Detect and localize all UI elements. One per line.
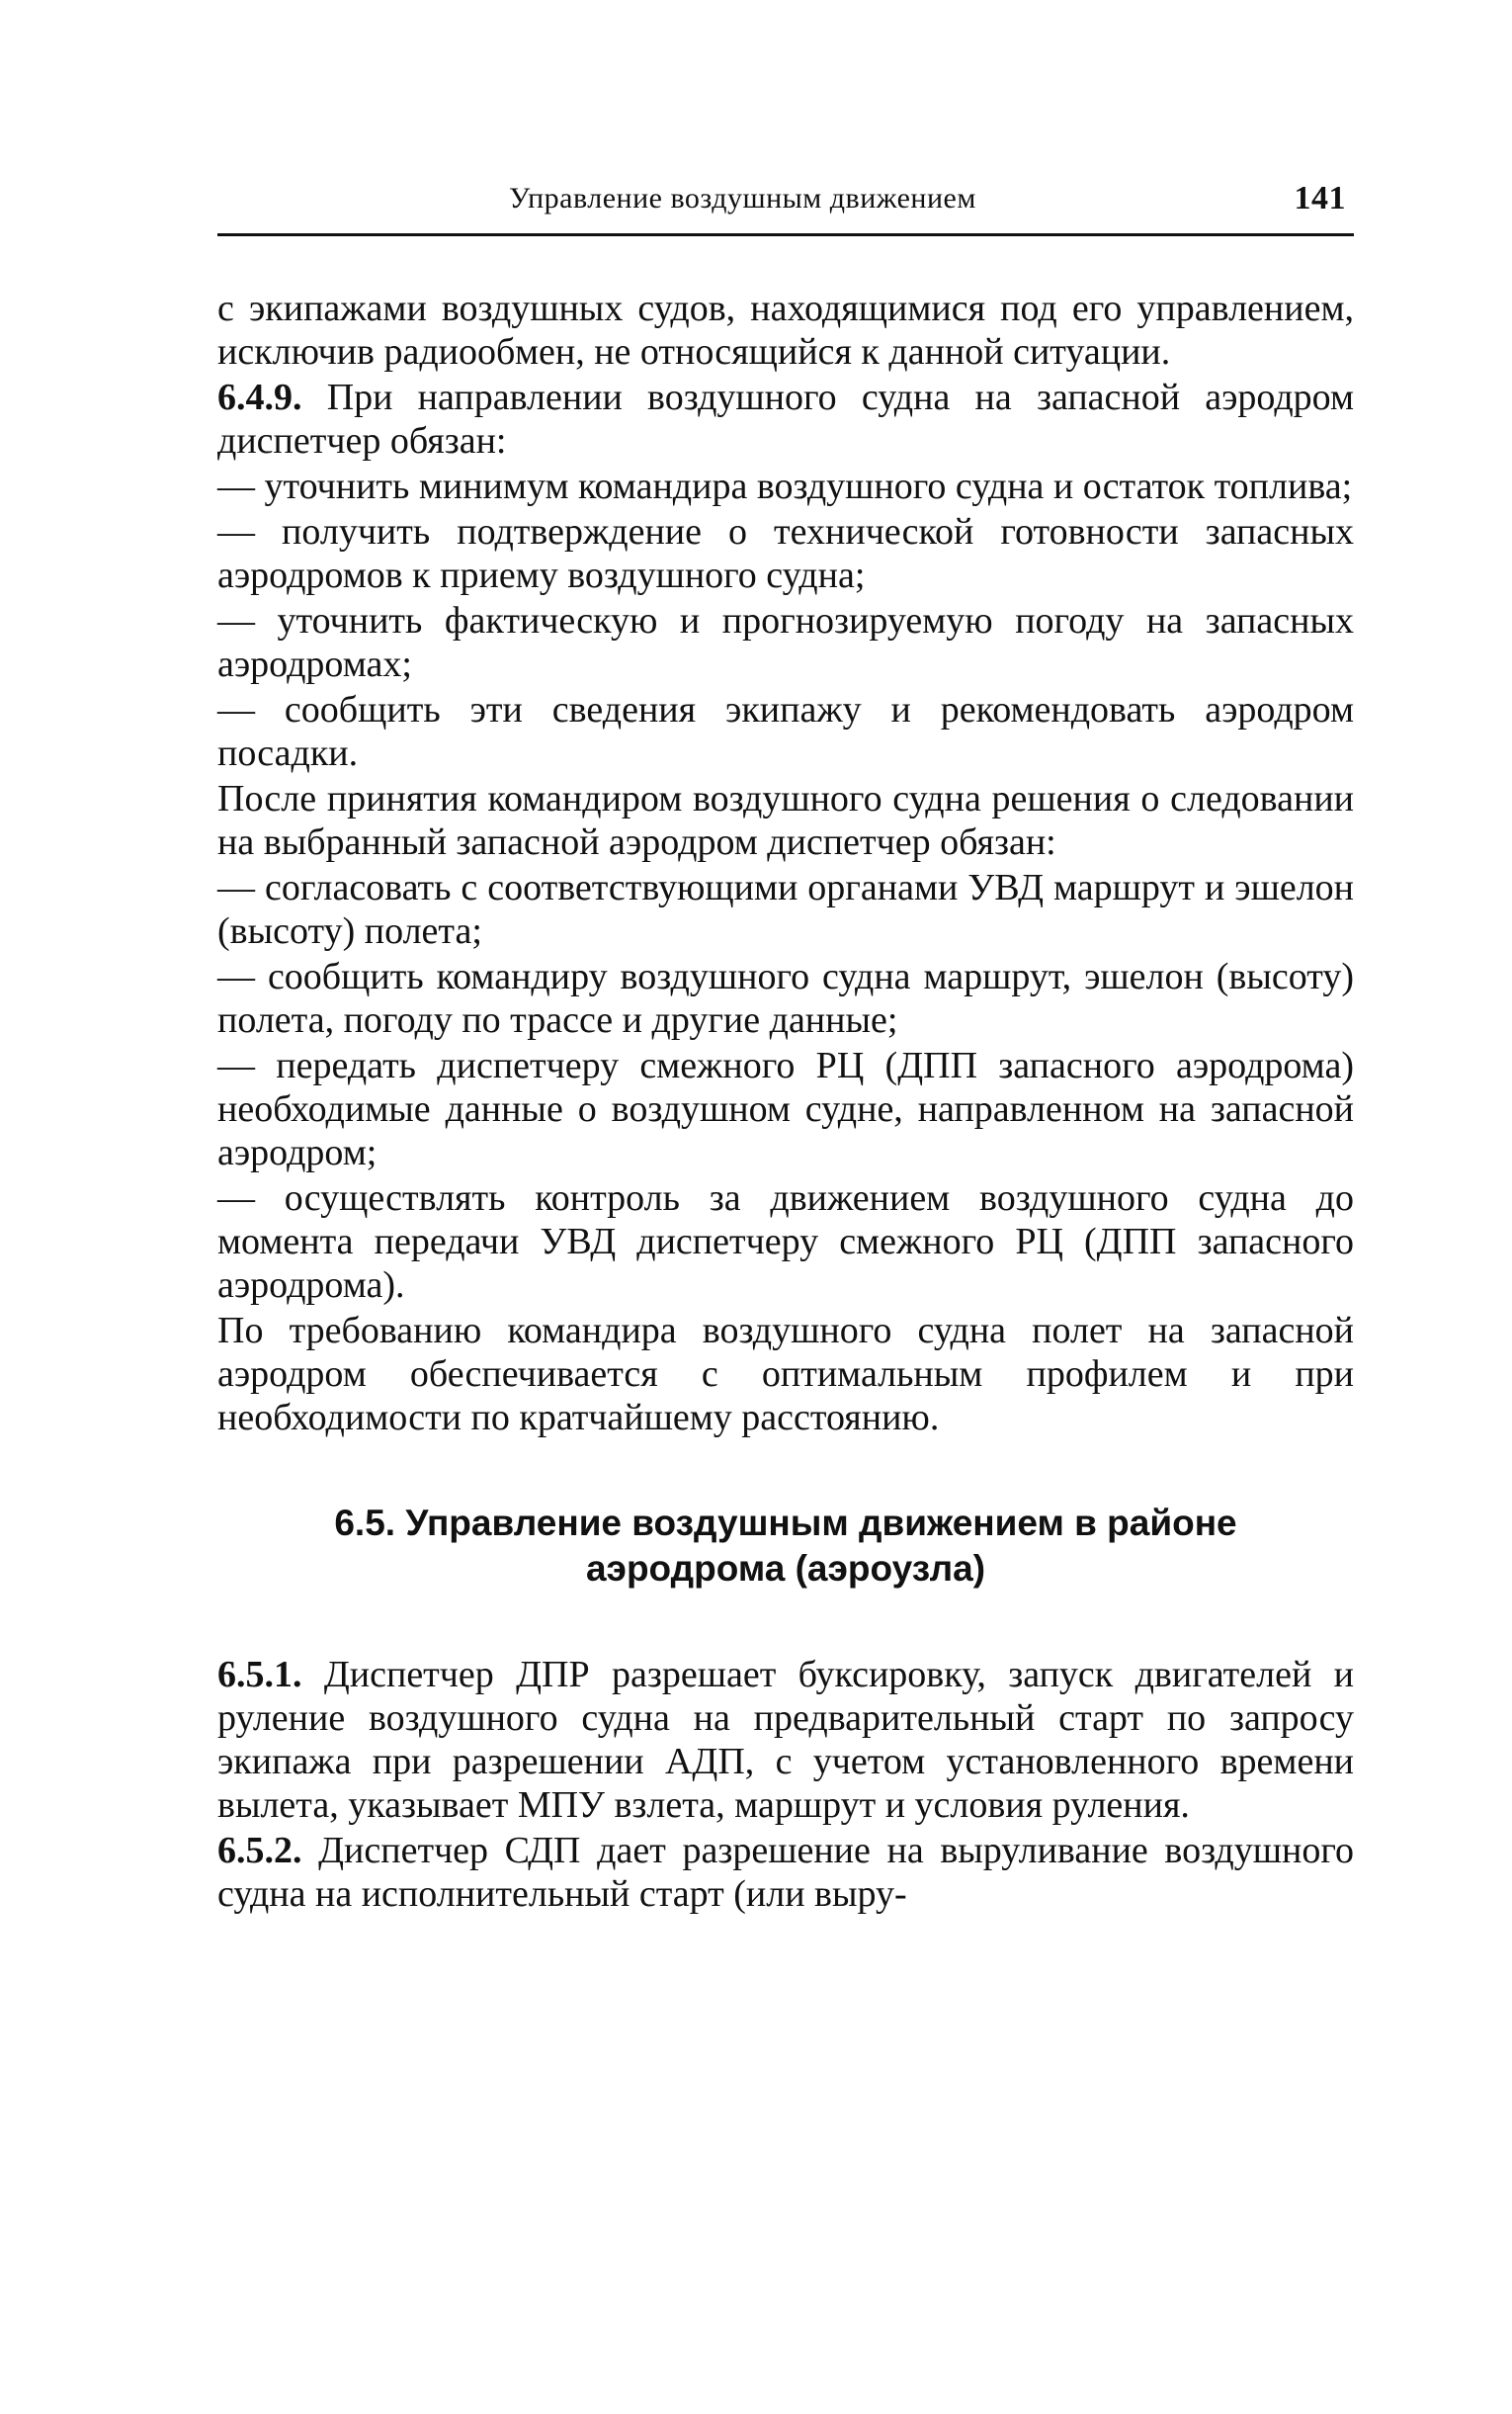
section-heading-line-2: аэродрома (аэроузла) <box>585 1548 986 1589</box>
paragraph-text: — получить подтверждение о технической готовности запасных аэродромов к приему воздушного судна; <box>217 511 1354 596</box>
clause-number: 6.5.1. <box>217 1654 302 1695</box>
running-head <box>217 178 1354 227</box>
paragraph-text: — уточнить фактическую и прогнозируемую погоду на запасных аэродромах; <box>217 600 1354 685</box>
list-item <box>217 599 1354 686</box>
list-item <box>217 510 1354 597</box>
paragraph-text: — передать диспетчеру смежного РЦ (ДПП запасного аэродрома) необходимые данные о воздушном судне, направленном на запасной аэродром; <box>217 1045 1354 1173</box>
paragraph <box>217 287 1354 374</box>
clause-number: 6.4.9. <box>217 377 302 418</box>
clause-number: 6.5.2. <box>217 1830 302 1871</box>
paragraph-text: Диспетчер СДП дает разрешение на выруливание воздушного судна на исполнительный старт (или выру- <box>217 1830 1354 1915</box>
paragraph <box>217 1653 1354 1827</box>
paragraph-text: При направлении воздушного судна на запасной аэродром диспетчер обязан: <box>217 377 1354 462</box>
paragraph-text: По требованию командира воздушного судна полет на запасной аэродром обеспечивается с оптимальным профилем и при необходимости по кратчайшему расстоянию. <box>217 1310 1354 1438</box>
paragraph-text: — осуществлять контроль за движением воздушного судна до момента передачи УВД диспетчеру смежного РЦ (ДПП запасного аэродрома). <box>217 1177 1354 1306</box>
book-page <box>217 178 1354 1915</box>
paragraph <box>217 1309 1354 1439</box>
list-item <box>217 1176 1354 1307</box>
paragraph-text: — согласовать с соответствующими органами УВД маршрут и эшелон (высоту) полета; <box>217 867 1354 952</box>
list-item <box>217 1044 1354 1174</box>
section-heading-line-1: 6.5. Управление воздушным движением в районе <box>334 1503 1237 1543</box>
list-item <box>217 955 1354 1042</box>
paragraph-text: После принятия командиром воздушного судна решения о следовании на выбранный запасной аэродром диспетчер обязан: <box>217 778 1354 863</box>
paragraph-text: Диспетчер ДПР разрешает буксировку, запуск двигателей и руление воздушного судна на предварительный старт по запросу экипажа при разрешении АДП, с учетом установленного времени вылета, указывает МПУ взлета, маршрут и условия руления. <box>217 1654 1354 1826</box>
paragraph <box>217 777 1354 864</box>
page-body <box>217 287 1354 1918</box>
list-item <box>217 688 1354 775</box>
paragraph <box>217 376 1354 463</box>
running-title: Управление воздушным движением <box>509 182 976 215</box>
list-item <box>217 465 1354 508</box>
page-number: 141 <box>1294 180 1346 216</box>
paragraph-text: с экипажами воздушных судов, находящимися под его управлением, исключив радиообмен, не относящийся к данной ситуации. <box>217 288 1354 373</box>
header-rule <box>217 233 1354 236</box>
list-item <box>217 866 1354 953</box>
paragraph-text: — сообщить командиру воздушного судна маршрут, эшелон (высоту) полета, погоду по трассе и другие данные; <box>217 956 1354 1041</box>
paragraph-text: — сообщить эти сведения экипажу и рекомендовать аэродром посадки. <box>217 689 1354 774</box>
paragraph <box>217 1829 1354 1916</box>
section-heading <box>217 1501 1354 1592</box>
paragraph-text: — уточнить минимум командира воздушного судна и остаток топлива; <box>217 466 1353 507</box>
